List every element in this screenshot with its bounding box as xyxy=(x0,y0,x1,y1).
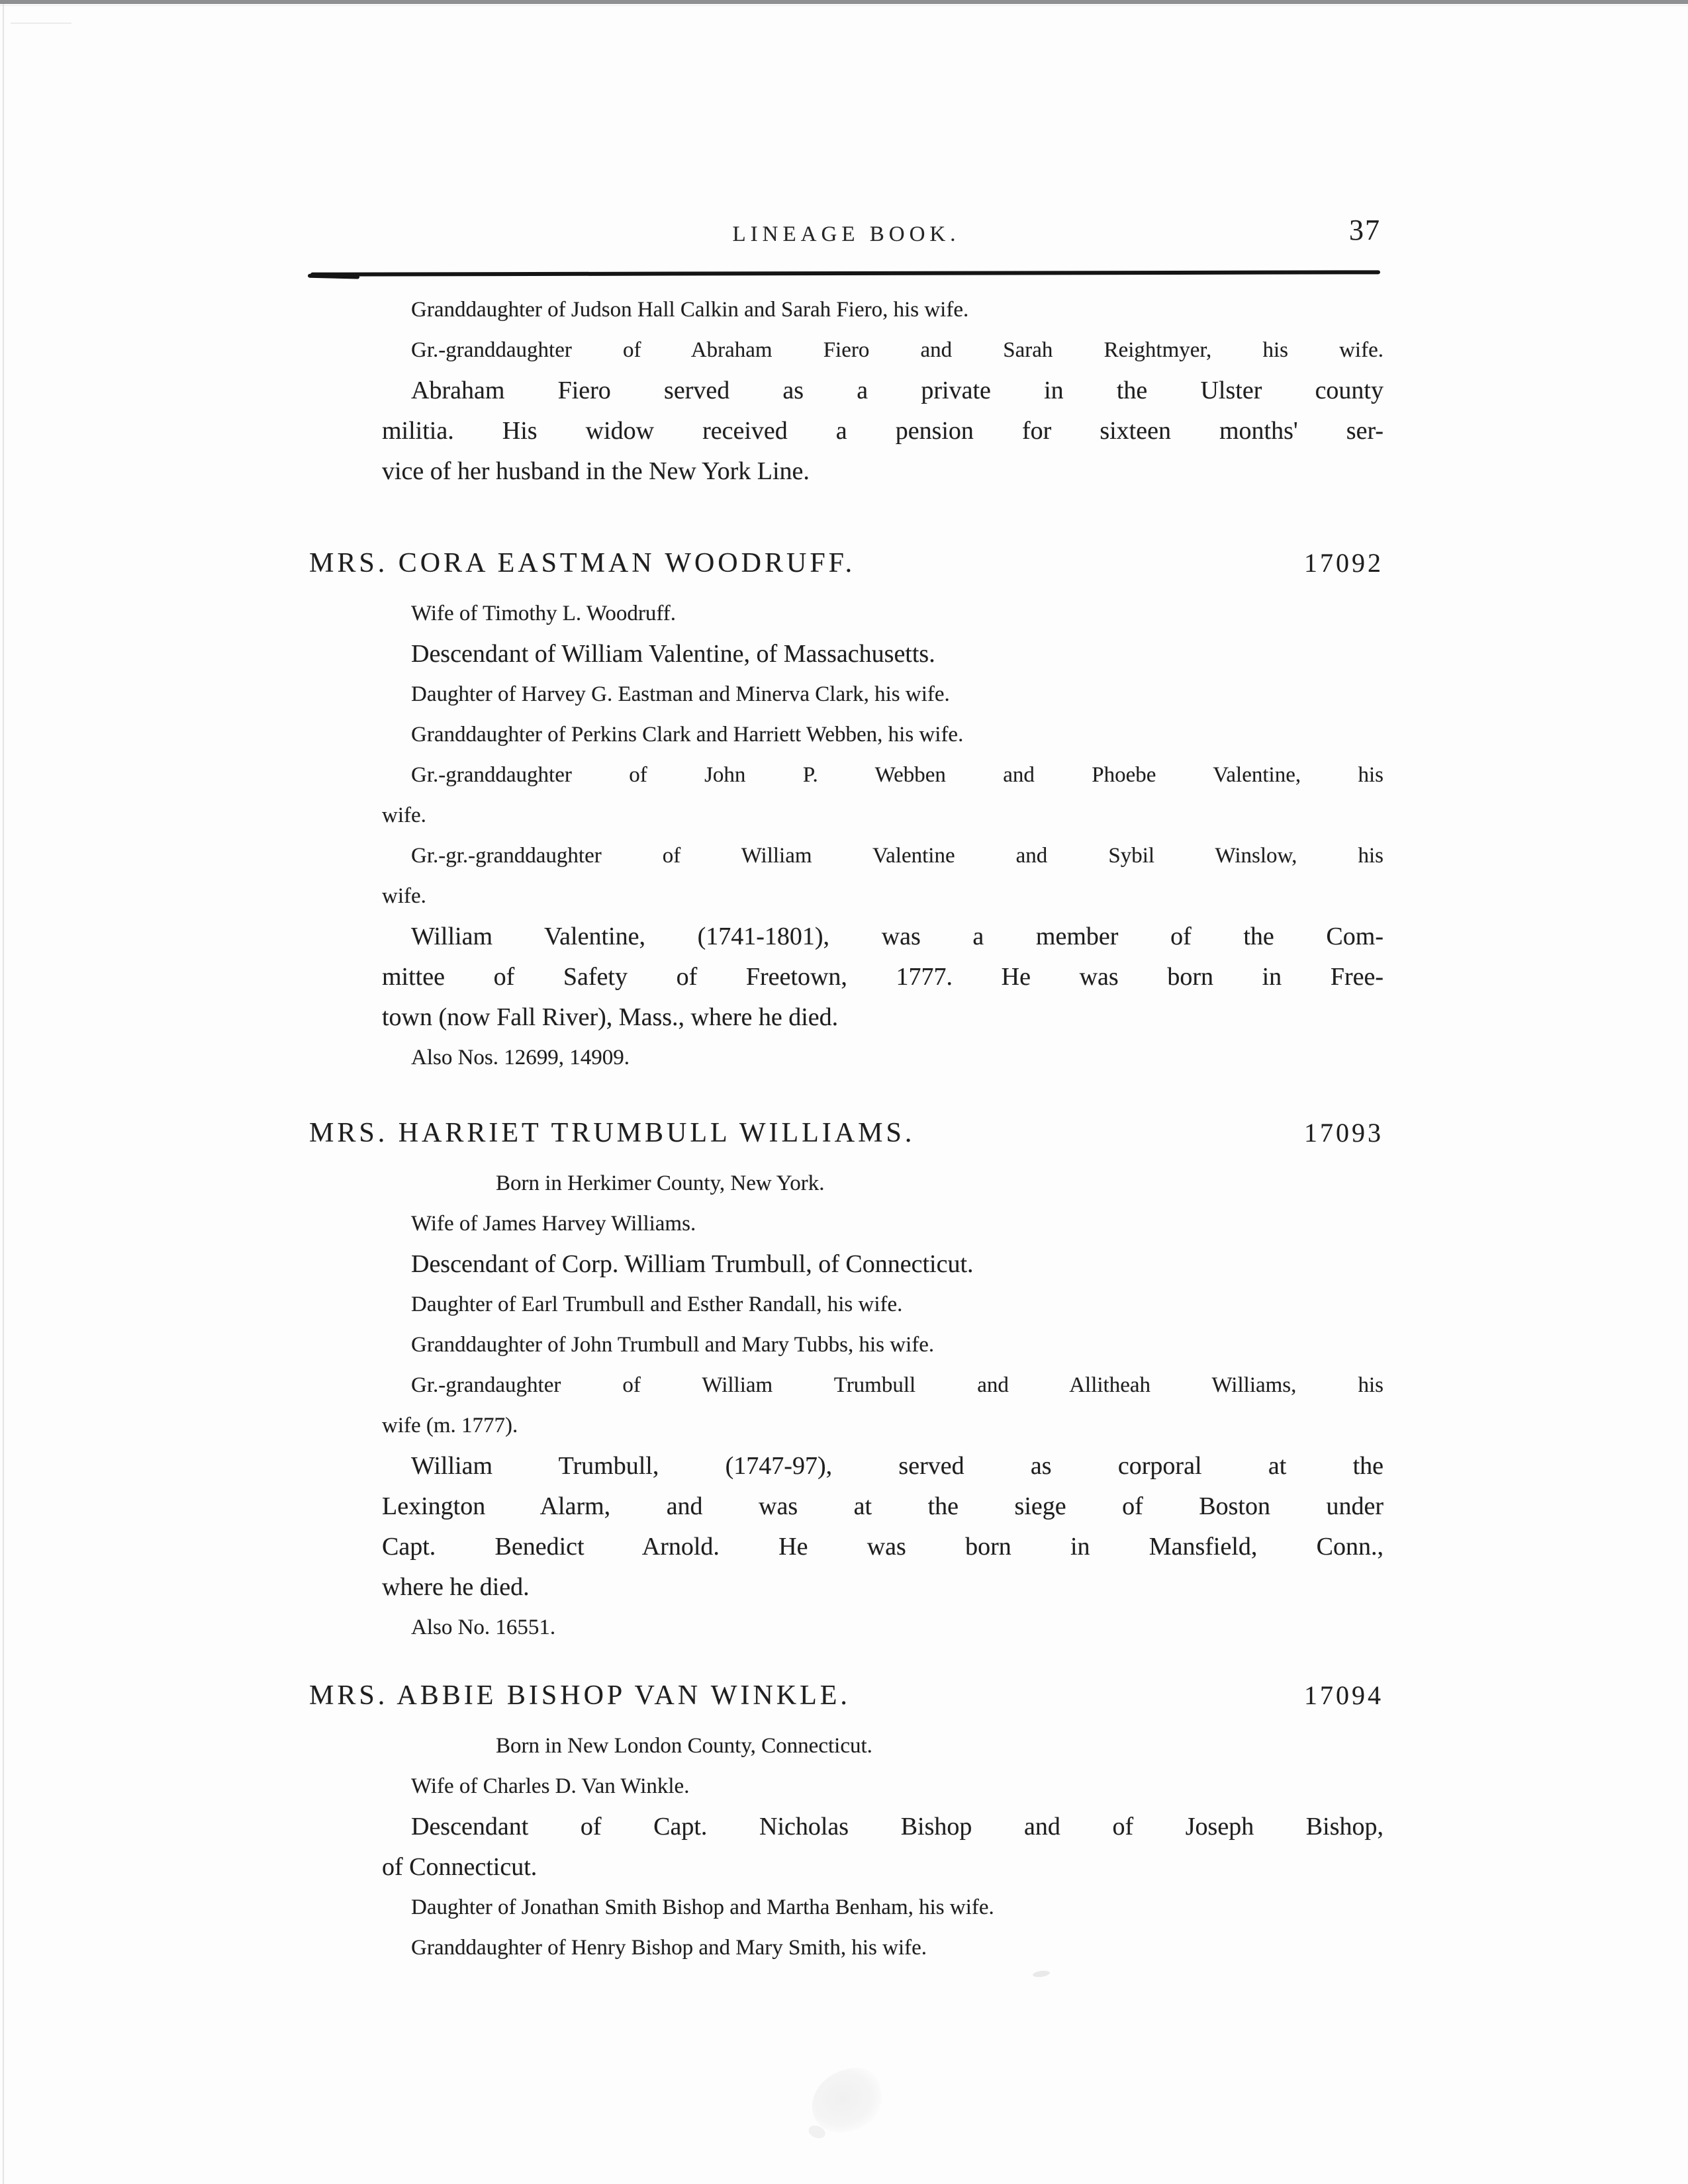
text-line: Granddaughter of Judson Hall Calkin and Sarah Fiero, his wife. xyxy=(411,298,969,322)
text-line: Capt. Benedict Arnold. He was born in Mansfield, Conn., xyxy=(382,1533,1383,1561)
text-line: Descendant of Capt. Nicholas Bishop and of Joseph Bishop, xyxy=(411,1813,1383,1841)
entry-name: MRS. ABBIE BISHOP VAN WINKLE. xyxy=(309,1680,851,1711)
text-line: Wife of Charles D. Van Winkle. xyxy=(411,1774,690,1798)
text-line: Granddaughter of Perkins Clark and Harriett Webben, his wife. xyxy=(411,723,964,747)
text-line: Also Nos. 12699, 14909. xyxy=(411,1046,630,1069)
scan-artifact xyxy=(11,23,71,24)
text-line: militia. His widow received a pension for sixteen months' ser- xyxy=(382,417,1383,445)
text-line: Also No. 16551. xyxy=(411,1615,556,1639)
page-number: 37 xyxy=(1349,214,1381,246)
text-line: Daughter of Harvey G. Eastman and Minerva Clark, his wife. xyxy=(411,682,950,706)
text-line: wife. xyxy=(382,884,426,908)
text-line: Wife of James Harvey Williams. xyxy=(411,1212,696,1236)
entry-17092 xyxy=(309,539,1383,1078)
text-line: of Connecticut. xyxy=(382,1853,538,1881)
text-line: Lexington Alarm, and was at the siege of Boston under xyxy=(382,1492,1383,1520)
entry-17094 xyxy=(309,1672,1383,1968)
entry-17093 xyxy=(309,1109,1383,1648)
entry-name: MRS. HARRIET TRUMBULL WILLIAMS. xyxy=(309,1118,915,1148)
text-line: Gr.-granddaughter of John P. Webben and Phoebe Valentine, his xyxy=(411,763,1383,787)
text-line: Granddaughter of Henry Bishop and Mary Smith, his wife. xyxy=(411,1936,927,1960)
text-line: where he died. xyxy=(382,1573,530,1601)
text-line: wife. xyxy=(382,803,426,827)
text-line: William Trumbull, (1747-97), served as corporal at the xyxy=(411,1452,1383,1480)
text-line: Descendant of William Valentine, of Massachusetts. xyxy=(411,640,935,668)
entry-header xyxy=(309,539,1383,587)
text-line: William Valentine, (1741-1801), was a member of the Com- xyxy=(411,923,1383,950)
text-line: Born in New London County, Connecticut. xyxy=(496,1734,872,1758)
text-line: Granddaughter of John Trumbull and Mary Tubbs, his wife. xyxy=(411,1333,935,1357)
text-line: Gr.-grandaughter of William Trumbull and Allitheah Williams, his xyxy=(411,1373,1383,1397)
entry-name: MRS. CORA EASTMAN WOODRUFF. xyxy=(309,548,856,578)
header-rule xyxy=(310,270,1380,276)
continuation-paragraph xyxy=(309,290,1383,492)
text-line: town (now Fall River), Mass., where he died. xyxy=(382,1003,839,1031)
text-line: vice of her husband in the New York Line. xyxy=(382,457,810,485)
entry-header xyxy=(309,1672,1383,1719)
page-content xyxy=(309,0,1383,2184)
text-line: Daughter of Jonathan Smith Bishop and Martha Benham, his wife. xyxy=(411,1895,994,1919)
text-line: Descendant of Corp. William Trumbull, of Connecticut. xyxy=(411,1250,974,1278)
text-line: Wife of Timothy L. Woodruff. xyxy=(411,602,676,625)
text-line: Born in Herkimer County, New York. xyxy=(496,1171,825,1195)
text-line: mittee of Safety of Freetown, 1777. He was born in Free- xyxy=(382,963,1383,991)
text-line: wife (m. 1777). xyxy=(382,1414,518,1437)
text-line: Abraham Fiero served as a private in the Ulster county xyxy=(411,377,1383,404)
entry-header xyxy=(309,1109,1383,1157)
entry-number: 17093 xyxy=(1304,1118,1383,1148)
running-head-title: LINEAGE BOOK. xyxy=(732,222,961,246)
text-line: Gr.-gr.-granddaughter of William Valentine and Sybil Winslow, his xyxy=(411,844,1383,868)
text-line: Gr.-granddaughter of Abraham Fiero and Sarah Reightmyer, his wife. xyxy=(411,338,1383,362)
entry-number: 17094 xyxy=(1304,1680,1383,1710)
scan-left-edge xyxy=(3,4,4,2184)
text-line: Daughter of Earl Trumbull and Esther Randall, his wife. xyxy=(411,1293,903,1316)
entry-number: 17092 xyxy=(1304,548,1383,578)
